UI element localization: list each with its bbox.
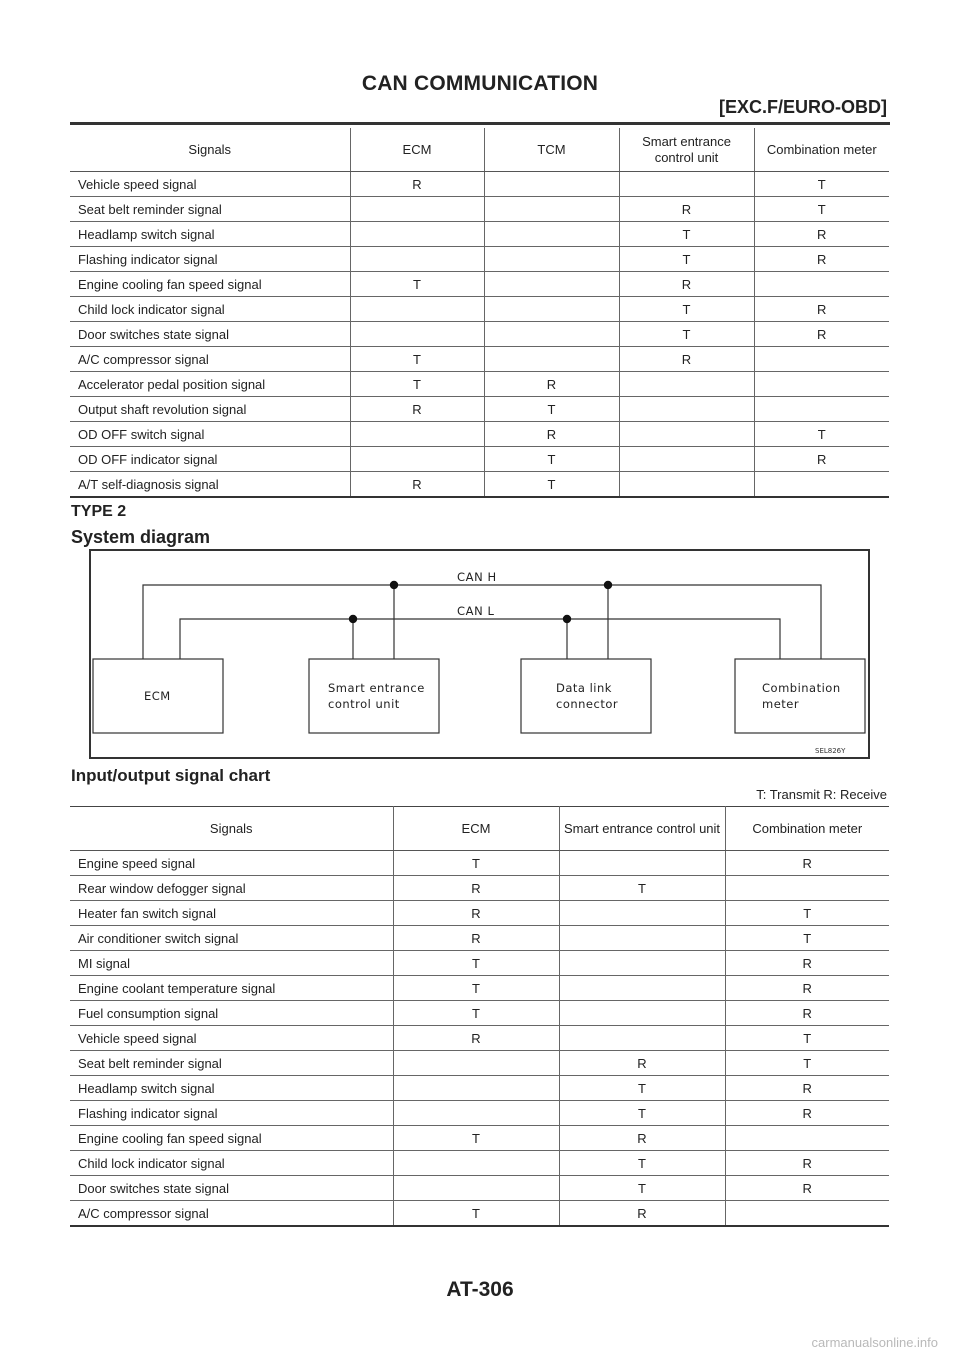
table-row (70, 272, 889, 297)
signal-direction-cell (350, 297, 484, 322)
table-row (70, 372, 889, 397)
table-row (70, 1126, 889, 1151)
signal-direction-cell: T (393, 851, 559, 876)
signal-direction-cell: T (619, 297, 754, 322)
signal-direction-cell (350, 247, 484, 272)
diagram-code: SEL826Y (815, 747, 846, 755)
signal-name-cell: A/T self-diagnosis signal (70, 472, 350, 498)
signal-direction-cell (559, 851, 725, 876)
signal-direction-cell (725, 1201, 889, 1227)
signal-direction-cell (559, 901, 725, 926)
can-l-junction (563, 615, 571, 623)
signal-direction-cell (754, 347, 889, 372)
signal-direction-cell (754, 397, 889, 422)
unit-label-data-link-1: Data link (556, 681, 612, 695)
column-header: Smart entrance control unit (559, 807, 725, 851)
table-row (70, 901, 889, 926)
page-subtitle: [EXC.F/EURO-OBD] (719, 97, 887, 117)
unit-label-combination-meter-1: Combination (762, 681, 841, 695)
signal-table-type2 (70, 806, 889, 1227)
signal-direction-cell (350, 447, 484, 472)
table-row (70, 951, 889, 976)
signal-direction-cell: R (619, 272, 754, 297)
signal-name-cell: Door switches state signal (70, 322, 350, 347)
signal-direction-cell: R (725, 1076, 889, 1101)
signal-direction-cell (484, 197, 619, 222)
signal-direction-cell: T (393, 976, 559, 1001)
signal-direction-cell (754, 272, 889, 297)
signal-direction-cell (350, 197, 484, 222)
table-row (70, 1176, 889, 1201)
signal-name-cell: Child lock indicator signal (70, 1151, 393, 1176)
signal-direction-cell: R (725, 851, 889, 876)
signal-name-cell: Engine cooling fan speed signal (70, 1126, 393, 1151)
signal-direction-cell (619, 397, 754, 422)
signal-direction-cell (393, 1101, 559, 1126)
can-h-junction (604, 581, 612, 589)
signal-direction-cell (619, 447, 754, 472)
signal-direction-cell (484, 272, 619, 297)
signal-direction-cell (754, 472, 889, 498)
signal-name-cell: A/C compressor signal (70, 347, 350, 372)
table-header-row (70, 128, 889, 172)
can-h-line (143, 585, 821, 659)
signal-direction-cell: T (393, 1001, 559, 1026)
signal-direction-cell: R (754, 322, 889, 347)
signal-direction-cell: T (484, 472, 619, 498)
signal-name-cell: Engine speed signal (70, 851, 393, 876)
can-l-junction (349, 615, 357, 623)
column-header: Smart entrance control unit (619, 128, 754, 172)
signal-direction-cell: R (725, 1176, 889, 1201)
table-row (70, 222, 889, 247)
signal-direction-cell: R (619, 197, 754, 222)
signal-direction-cell: R (725, 1101, 889, 1126)
signal-direction-cell (350, 222, 484, 247)
signal-direction-cell (350, 422, 484, 447)
signal-direction-cell: R (725, 1151, 889, 1176)
table-row (70, 247, 889, 272)
table-header-row (70, 807, 889, 851)
can-h-label: CAN H (457, 570, 497, 584)
signal-direction-cell: T (725, 1051, 889, 1076)
unit-label-smart-entrance-2: control unit (328, 697, 400, 711)
unit-box-smart-entrance (309, 659, 439, 733)
signal-direction-cell: T (484, 447, 619, 472)
signal-direction-cell (484, 222, 619, 247)
signal-direction-cell (393, 1051, 559, 1076)
signal-direction-cell: T (559, 876, 725, 901)
signal-direction-cell (484, 297, 619, 322)
signal-direction-cell (559, 951, 725, 976)
signal-direction-cell (619, 172, 754, 197)
signal-direction-cell: R (350, 472, 484, 498)
signal-name-cell: Headlamp switch signal (70, 1076, 393, 1101)
signal-direction-cell: R (393, 926, 559, 951)
unit-box-combination-meter (735, 659, 865, 733)
signal-name-cell: OD OFF switch signal (70, 422, 350, 447)
signal-direction-cell: R (754, 297, 889, 322)
table-row (70, 1001, 889, 1026)
signal-name-cell: Fuel consumption signal (70, 1001, 393, 1026)
signal-direction-cell (619, 372, 754, 397)
signal-name-cell: Vehicle speed signal (70, 1026, 393, 1051)
signal-direction-cell: T (754, 197, 889, 222)
watermark: carmanualsonline.info (811, 1335, 938, 1350)
table-row (70, 397, 889, 422)
signal-direction-cell: T (350, 347, 484, 372)
signal-direction-cell: T (559, 1151, 725, 1176)
signal-name-cell: Air conditioner switch signal (70, 926, 393, 951)
table-row (70, 1151, 889, 1176)
signal-name-cell: Flashing indicator signal (70, 247, 350, 272)
signal-direction-cell: T (350, 272, 484, 297)
signal-direction-cell: T (559, 1101, 725, 1126)
signal-direction-cell (619, 422, 754, 447)
signal-name-cell: Seat belt reminder signal (70, 1051, 393, 1076)
signal-name-cell: Heater fan switch signal (70, 901, 393, 926)
table-row (70, 876, 889, 901)
signal-direction-cell (484, 172, 619, 197)
signal-direction-cell (559, 1026, 725, 1051)
column-header: ECM (350, 128, 484, 172)
unit-label-data-link-2: connector (556, 697, 619, 711)
signal-direction-cell: R (754, 247, 889, 272)
table-row (70, 422, 889, 447)
column-header: Signals (70, 807, 393, 851)
table-row (70, 851, 889, 876)
signal-direction-cell (393, 1176, 559, 1201)
signal-direction-cell (619, 472, 754, 498)
legend: T: Transmit R: Receive (756, 787, 887, 802)
signal-direction-cell (484, 347, 619, 372)
signal-name-cell: Engine coolant temperature signal (70, 976, 393, 1001)
signal-name-cell: MI signal (70, 951, 393, 976)
signal-direction-cell: R (725, 976, 889, 1001)
page-number: AT-306 (446, 1278, 514, 1301)
signal-direction-cell: R (484, 372, 619, 397)
signal-direction-cell: R (350, 172, 484, 197)
signal-direction-cell (484, 247, 619, 272)
unit-label-ecm: ECM (144, 689, 171, 703)
signal-name-cell: OD OFF indicator signal (70, 447, 350, 472)
table-row (70, 1076, 889, 1101)
signal-name-cell: Headlamp switch signal (70, 222, 350, 247)
unit-label-smart-entrance-1: Smart entrance (328, 681, 425, 695)
table-row (70, 322, 889, 347)
can-l-label: CAN L (457, 604, 495, 618)
table-row (70, 976, 889, 1001)
signal-name-cell: Engine cooling fan speed signal (70, 272, 350, 297)
signal-direction-cell: T (393, 1126, 559, 1151)
signal-direction-cell: T (559, 1176, 725, 1201)
signal-direction-cell: T (725, 1026, 889, 1051)
column-header: ECM (393, 807, 559, 851)
page-title: CAN COMMUNICATION (361, 72, 599, 95)
signal-direction-cell: T (725, 901, 889, 926)
signal-direction-cell: R (725, 1001, 889, 1026)
signal-name-cell: Output shaft revolution signal (70, 397, 350, 422)
table-row (70, 1026, 889, 1051)
signal-name-cell: Door switches state signal (70, 1176, 393, 1201)
table-row (70, 472, 889, 498)
signal-table-type1 (70, 128, 889, 498)
type-heading: TYPE 2 (71, 503, 127, 520)
signal-name-cell: Vehicle speed signal (70, 172, 350, 197)
table-row (70, 1051, 889, 1076)
signal-direction-cell (393, 1151, 559, 1176)
signal-direction-cell: R (393, 1026, 559, 1051)
signal-name-cell: Seat belt reminder signal (70, 197, 350, 222)
signal-direction-cell: T (393, 1201, 559, 1227)
signal-direction-cell: R (754, 222, 889, 247)
signal-direction-cell: R (393, 901, 559, 926)
table-row (70, 1101, 889, 1126)
header-rule (70, 122, 890, 125)
signal-direction-cell (725, 876, 889, 901)
unit-label-combination-meter-2: meter (762, 697, 800, 711)
signal-name-cell: Accelerator pedal position signal (70, 372, 350, 397)
signal-direction-cell: T (619, 322, 754, 347)
table-row (70, 297, 889, 322)
table-row (70, 197, 889, 222)
table-row (70, 172, 889, 197)
signal-direction-cell: T (754, 172, 889, 197)
table-row (70, 926, 889, 951)
signal-direction-cell: T (725, 926, 889, 951)
signal-direction-cell (350, 322, 484, 347)
table-row (70, 1201, 889, 1227)
signal-direction-cell: T (754, 422, 889, 447)
signal-name-cell: Child lock indicator signal (70, 297, 350, 322)
signal-direction-cell (484, 322, 619, 347)
signal-direction-cell: R (725, 951, 889, 976)
signal-direction-cell: T (393, 951, 559, 976)
column-header: Combination meter (754, 128, 889, 172)
system-diagram-heading: System diagram (71, 527, 211, 547)
signal-direction-cell (393, 1076, 559, 1101)
signal-direction-cell: R (559, 1126, 725, 1151)
signal-direction-cell: R (619, 347, 754, 372)
signal-direction-cell (559, 1001, 725, 1026)
signal-direction-cell (725, 1126, 889, 1151)
signal-direction-cell (559, 926, 725, 951)
signal-direction-cell: R (559, 1201, 725, 1227)
signal-direction-cell: T (559, 1076, 725, 1101)
can-l-line (180, 619, 780, 659)
signal-direction-cell: T (484, 397, 619, 422)
io-chart-heading: Input/output signal chart (71, 766, 271, 785)
signal-direction-cell: R (754, 447, 889, 472)
signal-name-cell: Rear window defogger signal (70, 876, 393, 901)
unit-box-data-link (521, 659, 651, 733)
signal-direction-cell: R (559, 1051, 725, 1076)
signal-direction-cell: R (350, 397, 484, 422)
signal-direction-cell: T (619, 222, 754, 247)
column-header: Combination meter (725, 807, 889, 851)
can-h-junction (390, 581, 398, 589)
signal-name-cell: Flashing indicator signal (70, 1101, 393, 1126)
signal-direction-cell: R (484, 422, 619, 447)
signal-direction-cell: R (393, 876, 559, 901)
signal-name-cell: A/C compressor signal (70, 1201, 393, 1227)
signal-direction-cell: T (350, 372, 484, 397)
column-header: Signals (70, 128, 350, 172)
signal-direction-cell: T (619, 247, 754, 272)
can-system-diagram (89, 549, 870, 759)
column-header: TCM (484, 128, 619, 172)
table-row (70, 447, 889, 472)
table-row (70, 347, 889, 372)
signal-direction-cell (559, 976, 725, 1001)
signal-direction-cell (754, 372, 889, 397)
